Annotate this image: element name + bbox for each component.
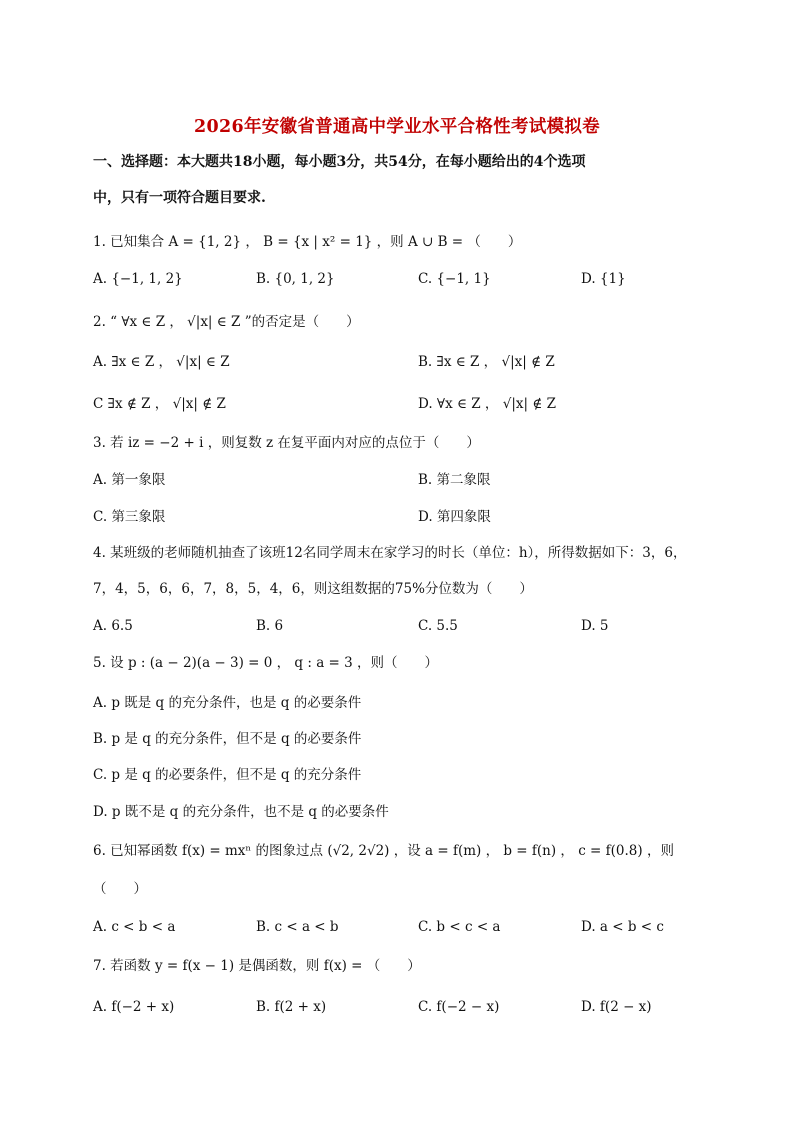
q1-option-a: A. {−1, 1, 2} [93, 271, 183, 287]
question-3-stem: 3. 若 iz = −2 + i ，则复数 z 在复平面内对应的点位于（ ） [93, 435, 480, 451]
q4-option-b: B. 6 [256, 618, 284, 634]
q5-option-a: A. p 既是 q 的充分条件，也是 q 的必要条件 [93, 695, 362, 711]
q6-option-b: B. c < a < b [256, 919, 339, 935]
q2-option-b: B. ∃x ∈ Z ， √|x| ∉ Z [418, 354, 555, 370]
exam-title: 2026年安徽省普通高中学业水平合格性考试模拟卷 [194, 117, 600, 137]
q4-option-d: D. 5 [581, 618, 609, 634]
q3-option-c: C. 第三象限 [93, 509, 166, 525]
q7-option-d: D. f(2 − x) [581, 999, 652, 1015]
q7-option-b: B. f(2 + x) [256, 999, 327, 1015]
q6-option-c: C. b < c < a [418, 919, 501, 935]
q5-option-b: B. p 是 q 的充分条件，但不是 q 的必要条件 [93, 731, 362, 747]
q5-option-d: D. p 既不是 q 的充分条件，也不是 q 的必要条件 [93, 804, 389, 820]
q1-option-c: C. {−1, 1} [418, 271, 491, 287]
question-5-stem: 5. 设 p : (a − 2)(a − 3) = 0 ， q : a = 3 ，则（ ） [93, 655, 439, 671]
q3-option-d: D. 第四象限 [418, 509, 491, 525]
q4-option-a: A. 6.5 [93, 618, 133, 634]
section-heading-line-1: 一、选择题：本大题共18小题，每小题3分，共54分，在每小题给出的4个选项 [93, 154, 586, 170]
q6-option-d: D. a < b < c [581, 919, 664, 935]
q1-option-b: B. {0, 1, 2} [256, 271, 335, 287]
q7-option-a: A. f(−2 + x) [93, 999, 175, 1015]
q2-option-d: D. ∀x ∈ Z ， √|x| ∉ Z [418, 396, 556, 412]
q2-option-a: A. ∃x ∈ Z ， √|x| ∈ Z [93, 354, 230, 370]
q4-option-c: C. 5.5 [418, 618, 458, 634]
q7-option-c: C. f(−2 − x) [418, 999, 500, 1015]
question-1-stem: 1. 已知集合 A = {1, 2} ， B = {x | x² = 1} ，则 A ∪ B = （ ） [93, 234, 522, 250]
question-6-stem-line-1: 6. 已知幂函数 f(x) = mxⁿ 的图象过点 (√2, 2√2) ，设 a = f(m) ， b = f(n) ， c = f(0.8) ，则 [93, 843, 674, 859]
question-4-stem-line-2: 7，4，5，6，6，7，8，5，4，6，则这组数据的75%分位数为（ ） [93, 581, 533, 597]
q5-option-c: C. p 是 q 的必要条件，但不是 q 的充分条件 [93, 767, 362, 783]
q2-option-c: C ∃x ∉ Z ， √|x| ∉ Z [93, 396, 226, 412]
q1-option-d: D. {1} [581, 271, 626, 287]
q3-option-b: B. 第二象限 [418, 472, 491, 488]
q3-option-a: A. 第一象限 [93, 472, 166, 488]
section-heading-line-2: 中，只有一项符合题目要求. [93, 190, 266, 206]
question-7-stem: 7. 若函数 y = f(x − 1) 是偶函数，则 f(x) = （ ） [93, 958, 421, 974]
question-2-stem: 2. “ ∀x ∈ Z ， √|x| ∈ Z ”的否定是（ ） [93, 314, 360, 330]
q6-option-a: A. c < b < a [93, 919, 176, 935]
question-6-stem-line-2: （ ） [93, 881, 147, 897]
question-4-stem-line-1: 4. 某班级的老师随机抽查了该班12名同学周末在家学习的时长（单位：h），所得数据如下：3，6， [93, 545, 687, 561]
